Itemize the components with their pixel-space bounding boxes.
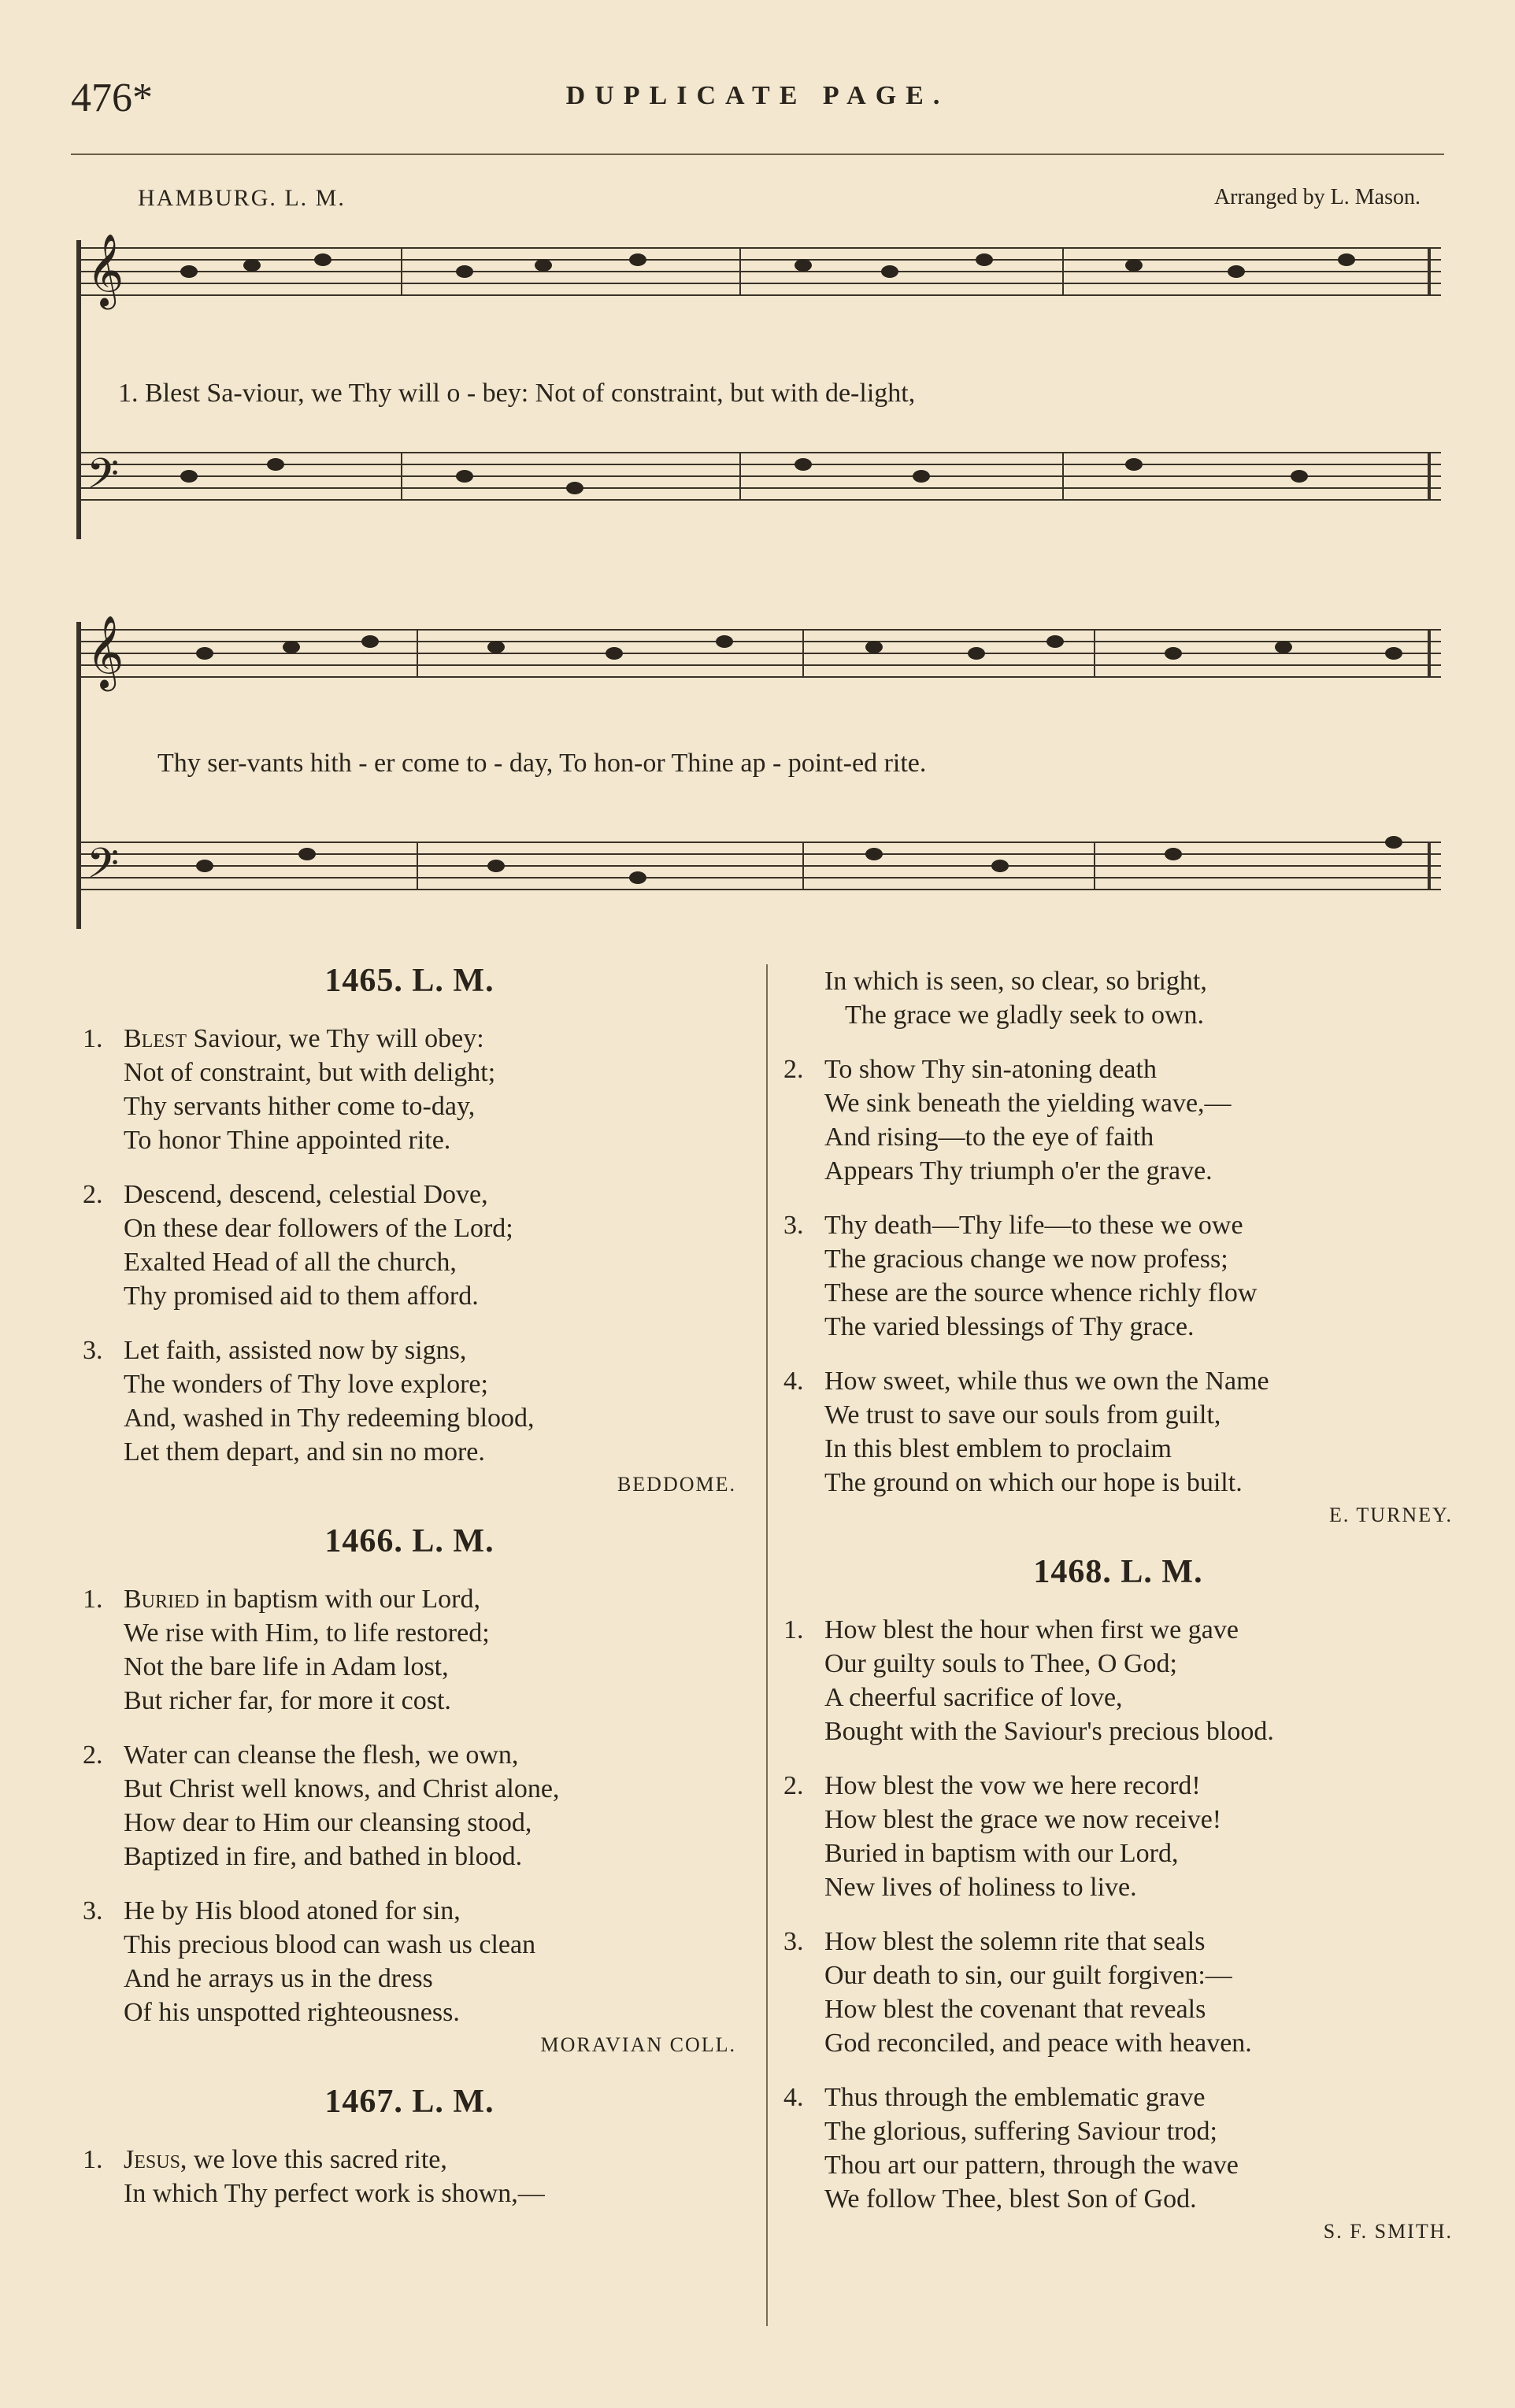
hymn-1467 xyxy=(83,2085,736,2210)
verse-number: 3. xyxy=(783,1927,804,1956)
verse-line: Thy servants hither come to-day, xyxy=(124,1092,476,1121)
verse-line: Descend, descend, celestial Dove, xyxy=(124,1180,488,1209)
hymn-title: 1467. L. M. xyxy=(324,2084,495,2120)
hymn-author: E. TURNEY. xyxy=(1329,1504,1453,1526)
verse-line: In this blest emblem to proclaim xyxy=(824,1434,1172,1463)
verse xyxy=(83,1178,736,1313)
verse-number: 3. xyxy=(783,1211,804,1240)
verse-line: We trust to save our souls from guilt, xyxy=(824,1400,1221,1430)
verse-line: Appears Thy triumph o'er the grave. xyxy=(824,1156,1213,1186)
verse-line: How sweet, while thus we own the Name xyxy=(824,1367,1269,1396)
verse-line: Thy promised aid to them afford. xyxy=(124,1282,479,1311)
page-header xyxy=(71,75,1444,122)
verse-line: Let them depart, and sin no more. xyxy=(124,1437,485,1467)
verse xyxy=(83,1333,736,1469)
tune-arranger: Arranged by L. Mason. xyxy=(1213,185,1421,209)
hymn-author: MORAVIAN COLL. xyxy=(540,2033,736,2056)
header-rule xyxy=(71,154,1444,155)
verse-line: And rising—to the eye of faith xyxy=(824,1123,1154,1152)
svg-text:𝄞: 𝄞 xyxy=(87,233,124,306)
verse xyxy=(83,1894,736,2029)
verse xyxy=(83,1582,736,1718)
left-column xyxy=(83,964,736,2231)
verse xyxy=(783,2081,1453,2216)
verse xyxy=(83,2143,736,2210)
verse-line: A cheerful sacrifice of love, xyxy=(824,1683,1123,1712)
verse-line: And he arrays us in the dress xyxy=(124,1964,433,1993)
verse-line: Of his unspotted righteousness. xyxy=(124,1998,460,2027)
verse-line: Buried in baptism with our Lord, xyxy=(824,1839,1179,1868)
page-title: DUPLICATE PAGE. xyxy=(565,81,950,110)
verse-line: To honor Thine appointed rite. xyxy=(124,1126,451,1155)
verse xyxy=(783,1925,1453,2060)
verse-number: 2. xyxy=(83,1180,103,1209)
verse-line: He by His blood atoned for sin, xyxy=(124,1896,461,1925)
verse-line: But Christ well knows, and Christ alone, xyxy=(124,1774,560,1803)
verse-line: The wonders of Thy love explore; xyxy=(124,1370,488,1399)
verse-number: 3. xyxy=(83,1896,103,1925)
verse-number: 2. xyxy=(783,1771,804,1800)
hymn-1466 xyxy=(83,1525,736,2062)
verse xyxy=(783,1052,1453,1188)
verse-number: 3. xyxy=(83,1336,103,1365)
first-word: Jesus, xyxy=(124,2145,187,2174)
verse-line: The grace we gladly seek to own. xyxy=(845,1001,1204,1030)
right-column xyxy=(783,964,1453,2272)
verse-line: To show Thy sin-atoning death xyxy=(824,1055,1157,1084)
verse-line: In which Thy perfect work is shown,— xyxy=(124,2179,545,2208)
verse xyxy=(783,1364,1453,1500)
verse-line: How blest the vow we here record! xyxy=(824,1771,1201,1800)
verse xyxy=(83,1738,736,1874)
verse-number: 2. xyxy=(783,1055,804,1084)
verse-line: Baptized in fire, and bathed in blood. xyxy=(124,1842,523,1871)
svg-text:𝄢: 𝄢 xyxy=(87,840,120,898)
verse-line: Saviour, we Thy will obey: xyxy=(193,1024,484,1053)
hymn-title: 1468. L. M. xyxy=(1033,1554,1203,1590)
verse-line: Water can cleanse the flesh, we own, xyxy=(124,1740,519,1770)
verse-number: 4. xyxy=(783,2083,804,2112)
verse-line: Thy death—Thy life—to these we owe xyxy=(824,1211,1243,1240)
verse-number: 1. xyxy=(783,1615,804,1644)
hymn-title: 1465. L. M. xyxy=(324,963,495,999)
verse-number: 4. xyxy=(783,1367,804,1396)
verse-line: Let faith, assisted now by signs, xyxy=(124,1336,467,1365)
verse-line: We rise with Him, to life restored; xyxy=(124,1618,490,1648)
first-word: Buried xyxy=(124,1585,200,1614)
verse-line: We follow Thee, blest Son of God. xyxy=(824,2184,1197,2214)
verse-line: The varied blessings of Thy grace. xyxy=(824,1312,1195,1341)
verse-line: Thus through the emblematic grave xyxy=(824,2083,1206,2112)
verse-number: 1. xyxy=(83,1024,103,1053)
verse-continued xyxy=(783,964,1453,1032)
verse-line: Bought with the Saviour's precious blood. xyxy=(824,1717,1274,1746)
page-number: 476* xyxy=(71,76,153,120)
lyrics-line-1: 1. Blest Sa-viour, we Thy will o - bey: Not of constraint, but with de-light, xyxy=(118,379,916,408)
verse-number: 2. xyxy=(83,1740,103,1770)
verse-number: 1. xyxy=(83,2145,103,2174)
verse-line: And, washed in Thy redeeming blood, xyxy=(124,1404,535,1433)
hymn-author: S. F. SMITH. xyxy=(1323,2220,1453,2243)
music-system-1 xyxy=(71,224,1449,547)
verse-line: On these dear followers of the Lord; xyxy=(124,1214,513,1243)
column-divider xyxy=(766,964,768,2326)
svg-text:𝄢: 𝄢 xyxy=(87,450,120,509)
hymn-author: BEDDOME. xyxy=(617,1473,736,1496)
verse-line: These are the source whence richly flow xyxy=(824,1278,1258,1308)
hymn-1468 xyxy=(783,1555,1453,2248)
lyrics-line-2: Thy ser-vants hith - er come to - day, To hon-or Thine ap - point-ed rite. xyxy=(157,749,927,778)
verse-line: in baptism with our Lord, xyxy=(206,1585,480,1614)
verse-line: How blest the covenant that reveals xyxy=(824,1995,1206,2024)
verse-line: How dear to Him our cleansing stood, xyxy=(124,1808,532,1837)
verse-line: Thou art our pattern, through the wave xyxy=(824,2151,1239,2180)
verse-line: The gracious change we now profess; xyxy=(824,1245,1228,1274)
verse-line: This precious blood can wash us clean xyxy=(124,1930,536,1959)
verse-line: Not the bare life in Adam lost, xyxy=(124,1652,449,1681)
verse xyxy=(83,1022,736,1157)
verse-line: New lives of holiness to live. xyxy=(824,1873,1137,1902)
verse-number: 1. xyxy=(83,1585,103,1614)
verse xyxy=(783,1769,1453,1904)
verse-line: Exalted Head of all the church, xyxy=(124,1248,457,1277)
verse-line: Our death to sin, our guilt forgiven:— xyxy=(824,1961,1232,1990)
tune-name: HAMBURG. L. M. xyxy=(138,185,346,211)
verse-line: We sink beneath the yielding wave,— xyxy=(824,1089,1232,1118)
verse-line: we love this sacred rite, xyxy=(193,2145,447,2174)
verse-line: God reconciled, and peace with heaven. xyxy=(824,2029,1252,2058)
hymn-title: 1466. L. M. xyxy=(324,1523,495,1559)
first-word: Blest xyxy=(124,1024,187,1053)
verse-line: The ground on which our hope is built. xyxy=(824,1468,1243,1497)
tune-heading xyxy=(138,185,1421,216)
music-system-2 xyxy=(71,606,1449,937)
hymn-1465 xyxy=(83,964,736,1501)
verse-line: In which is seen, so clear, so bright, xyxy=(824,967,1207,996)
verse xyxy=(783,1613,1453,1748)
verse-line: But richer far, for more it cost. xyxy=(124,1686,451,1715)
verse-line: The glorious, suffering Saviour trod; xyxy=(824,2117,1217,2146)
svg-text:𝄞: 𝄞 xyxy=(87,615,124,688)
verse-line: Our guilty souls to Thee, O God; xyxy=(824,1649,1177,1678)
verse-line: How blest the solemn rite that seals xyxy=(824,1927,1206,1956)
verse-line: How blest the hour when first we gave xyxy=(824,1615,1239,1644)
verse xyxy=(783,1208,1453,1344)
verse-line: How blest the grace we now receive! xyxy=(824,1805,1222,1834)
verse-line: Not of constraint, but with delight; xyxy=(124,1058,496,1087)
